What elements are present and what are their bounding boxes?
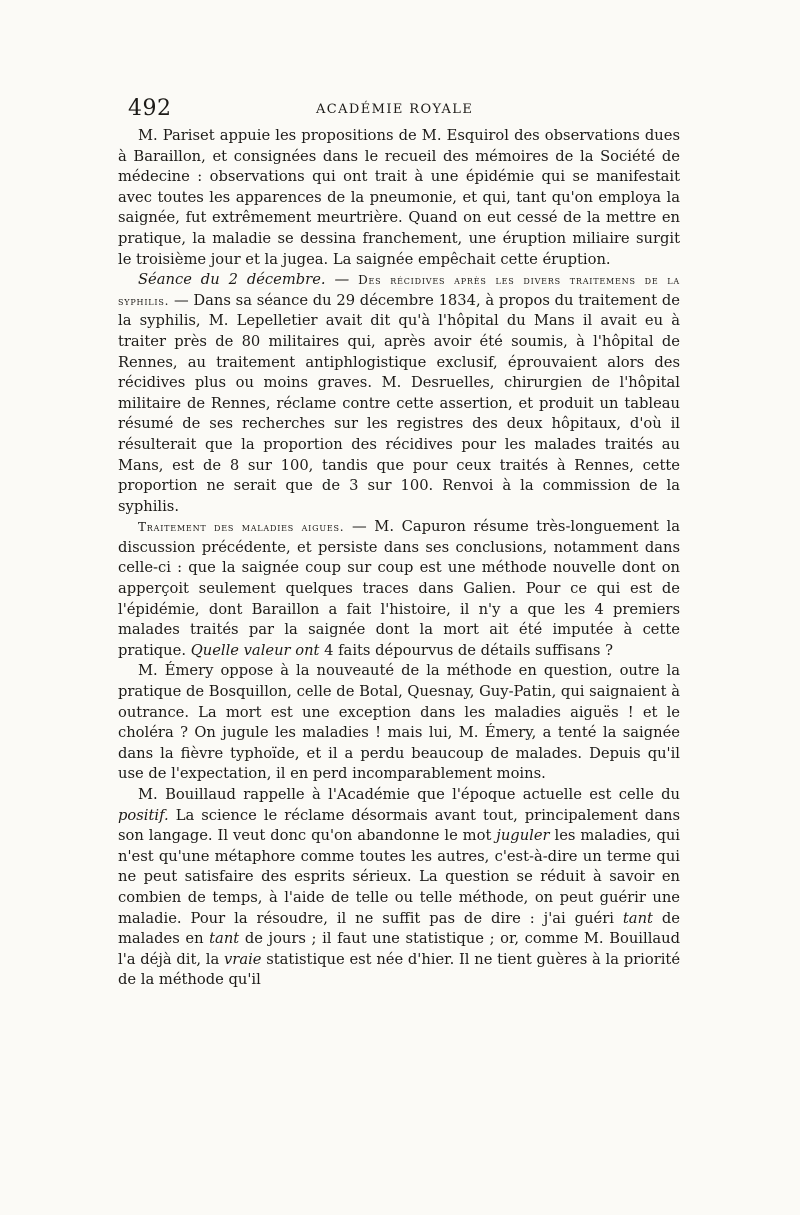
paragraph-bouillaud-i4: tant [209,930,240,948]
body-text [118,126,680,991]
paragraph-bouillaud-t3: les maladies, qui n'est qu'une métaphore comme toutes les autres, c'est-à-dire un terme qui ne peut satisfaire des esprits sérieux. La question se réduit à savoir en combien de temps, à l'aide de telle ou telle méthode, on peut guérir une maladie. Pour la résoudre, il ne suffit pas de dire : j'ai guéri [118,827,681,927]
section-heading-traitement: Traitement des maladies aigues. [138,520,345,535]
paragraph-bouillaud-t5: de jours ; il faut une statistique ; or, comme M. Bouillaud l'a déjà dit, la [118,930,681,968]
paragraph-capuron [118,517,680,661]
paragraph-emery [118,661,680,785]
running-title: ACADÉMIE ROYALE [316,102,474,117]
paragraph-pariset [118,126,680,270]
page-header [128,96,678,122]
section-heading-recidives: Des récidives après les divers traitemens de la syphilis. [118,273,681,308]
paragraph-bouillaud-t4: de malades en [118,909,681,948]
paragraph-bouillaud-i5: vraie [224,950,262,968]
page-number: 492 [128,96,172,121]
paragraph-bouillaud-i3: tant [622,909,653,927]
paragraph-bouillaud-i2: juguler [496,827,550,845]
paragraph-bouillaud-i1: positif. [118,806,169,824]
paragraph-bouillaud-t6: statistique est née d'hier. Il ne tient guères à la priorité de la méthode qu'il [118,950,681,989]
paragraph-bouillaud [118,785,680,991]
paragraph-capuron-italic: Quelle valeur ont [190,641,320,659]
paragraph-seance-text: — Dans sa séance du 29 décembre 1834, à propos du traitement de la syphilis, M. Lepelletier avait dit qu'à l'hôpital du Mans il avait eu à traiter près de 80 militaires qui, après avoir été soumis, à l'hôpital de Rennes, au traitement antiphlogistique exclusif, éprouvaient alors des récidives plus ou moins graves. M. Desruelles, chirurgien de l'hôpital militaire de Rennes, réclame contre cette assertion, et produit un tableau résumé de ses recherches sur les registres des deux hôpitaux, d'où il résulterait que la proportion des récidives pour les malades traités au Mans, est de 8 sur 100, tandis que pour ceux traités à Rennes, cette proportion ne serait que de 3 sur 100. Renvoi à la commission de la syphilis. [118,291,680,515]
seance-date: Séance du 2 décembre. — [138,271,350,289]
paragraph-pariset-text: M. Pariset appuie les propositions de M. Esquirol des observations dues à Baraillon, et consignées dans le recueil des mémoires de la Société de médecine : observations qui ont trait à une épidémie qui se manifestait avec toutes les apparences de la pneumonie, et qui, tant qu'on employa la saignée, fut extrêmement meurtrière. Quand on eut cessé de la mettre en pratique, la maladie se dessina franchement, une éruption miliaire surgit le troisième jour et la jugea. La saignée empêchait cette éruption. [118,127,680,268]
paragraph-emery-text: M. Émery oppose à la nouveauté de la méthode en question, outre la pratique de Bosquillon, celle de Botal, Quesnay, Guy-Patin, qui saignaient à outrance. La mort est une exception dans les maladies aiguës ! et le choléra ? On jugule les maladies ! mais lui, M. Émery, a tenté la saignée dans la fièvre typhoïde, et il a perdu beaucoup de malades. Depuis qu'il use de l'expectation, il en perd incomparablement moins. [118,662,680,783]
paragraph-seance [118,270,680,517]
paragraph-bouillaud-t2: La science le réclame désormais avant tout, principalement dans son langage. Il veut donc qu'on abandonne le mot [118,806,681,845]
paragraph-bouillaud-t1: M. Bouillaud rappelle à l'Académie que l'époque actuelle est celle du [138,786,680,803]
paragraph-capuron-text: — M. Capuron résume très-longuement la discussion précédente, et persiste dans ses conclusions, notamment dans celle-ci : que la saignée coup sur coup est une méthode nouvelle dont on apperçoit seulement quelques traces dans Galien. Pour ce qui est de l'épidémie, dont Baraillon a fait l'histoire, il n'y a que les 4 premiers malades traités par la saignée dont la mort ait été imputée à cette pratique. [118,518,680,659]
paragraph-capuron-tail: 4 faits dépourvus de détails suffisans ? [324,641,613,659]
